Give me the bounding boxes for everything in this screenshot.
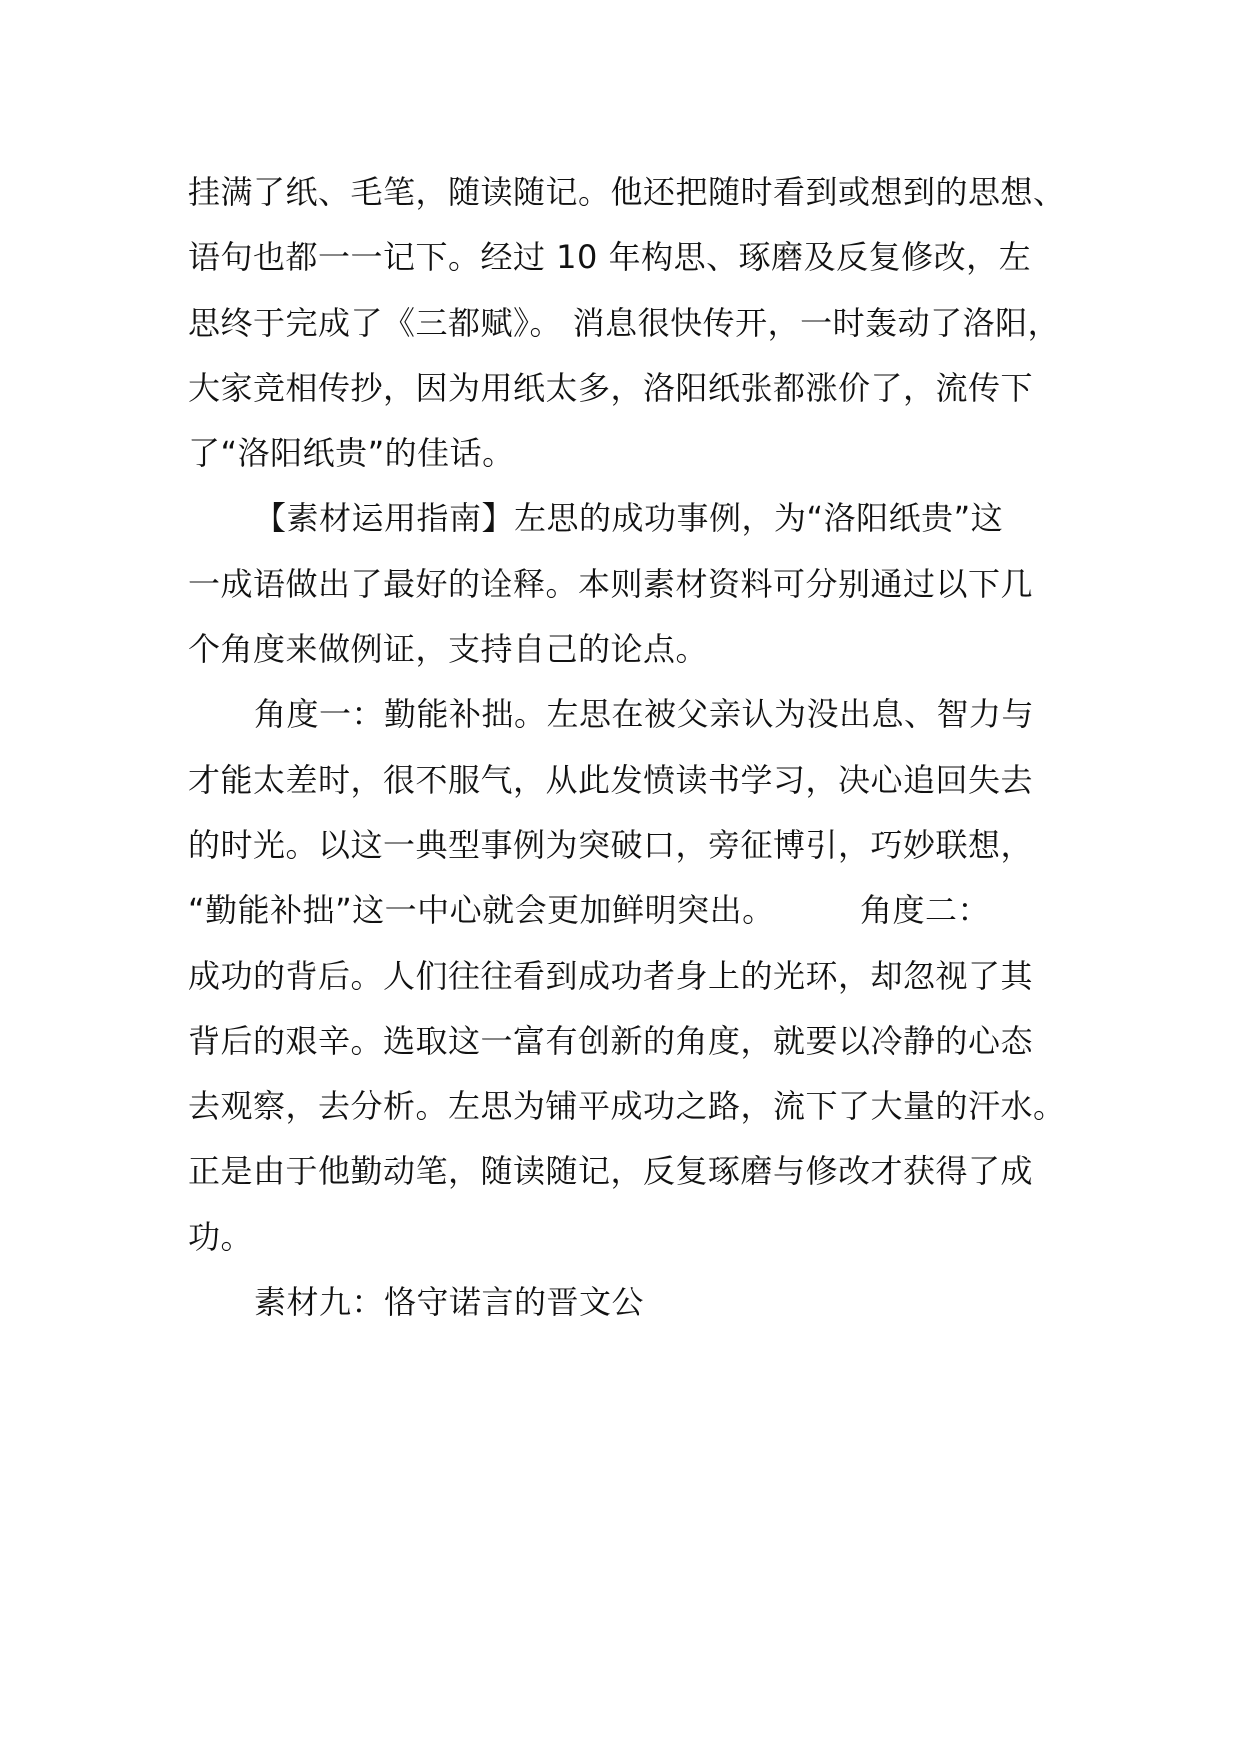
paragraph-start-line: 角度一：勤能补拙。左思在被父亲认为没出息、智力与 xyxy=(254,695,1035,734)
text-line: 正是由于他勤动笔，随读随记，反复琢磨与修改才获得了成 xyxy=(188,1152,1034,1191)
text-line: 个角度来做例证，支持自己的论点。 xyxy=(188,630,709,669)
text-line: 背后的艰辛。选取这一富有创新的角度，就要以冷静的心态 xyxy=(188,1021,1034,1060)
text-line: 才能太差时，很不服气，从此发愤读书学习，决心追回失去 xyxy=(188,760,1034,799)
text-line: 思终于完成了《三都赋》。 消息很快传开，一时轰动了洛阳， xyxy=(188,303,1061,342)
text-line: 去观察，去分析。左思为铺平成功之路，流下了大量的汗水。 xyxy=(188,1087,1066,1126)
text-line: 成功的背后。人们往往看到成功者身上的光环，却忽视了其 xyxy=(188,956,1034,995)
text-line: 大家竞相传抄，因为用纸太多，洛阳纸张都涨价了，流传下 xyxy=(188,368,1034,407)
section-heading: 素材九：恪守诺言的晋文公 xyxy=(254,1283,645,1322)
text-line: “勤能补拙”这一中心就会更加鲜明突出。 角度二： xyxy=(188,891,991,930)
text-line: 语句也都一一记下。经过 10 年构思、琢磨及反复修改，左 xyxy=(188,238,1032,277)
text-line: 一成语做出了最好的诠释。本则素材资料可分别通过以下几 xyxy=(188,564,1034,603)
paragraph-start-line: 【素材运用指南】左思的成功事例，为“洛阳纸贵”这 xyxy=(254,499,1004,538)
body-text xyxy=(188,160,1068,1335)
text-line: 的时光。以这一典型事例为突破口，旁征博引，巧妙联想， xyxy=(188,825,1034,864)
text-line: 了“洛阳纸贵”的佳话。 xyxy=(188,434,515,473)
text-line: 挂满了纸、毛笔，随读随记。他还把随时看到或想到的思想、 xyxy=(188,173,1066,211)
text-line: 功。 xyxy=(188,1217,254,1256)
